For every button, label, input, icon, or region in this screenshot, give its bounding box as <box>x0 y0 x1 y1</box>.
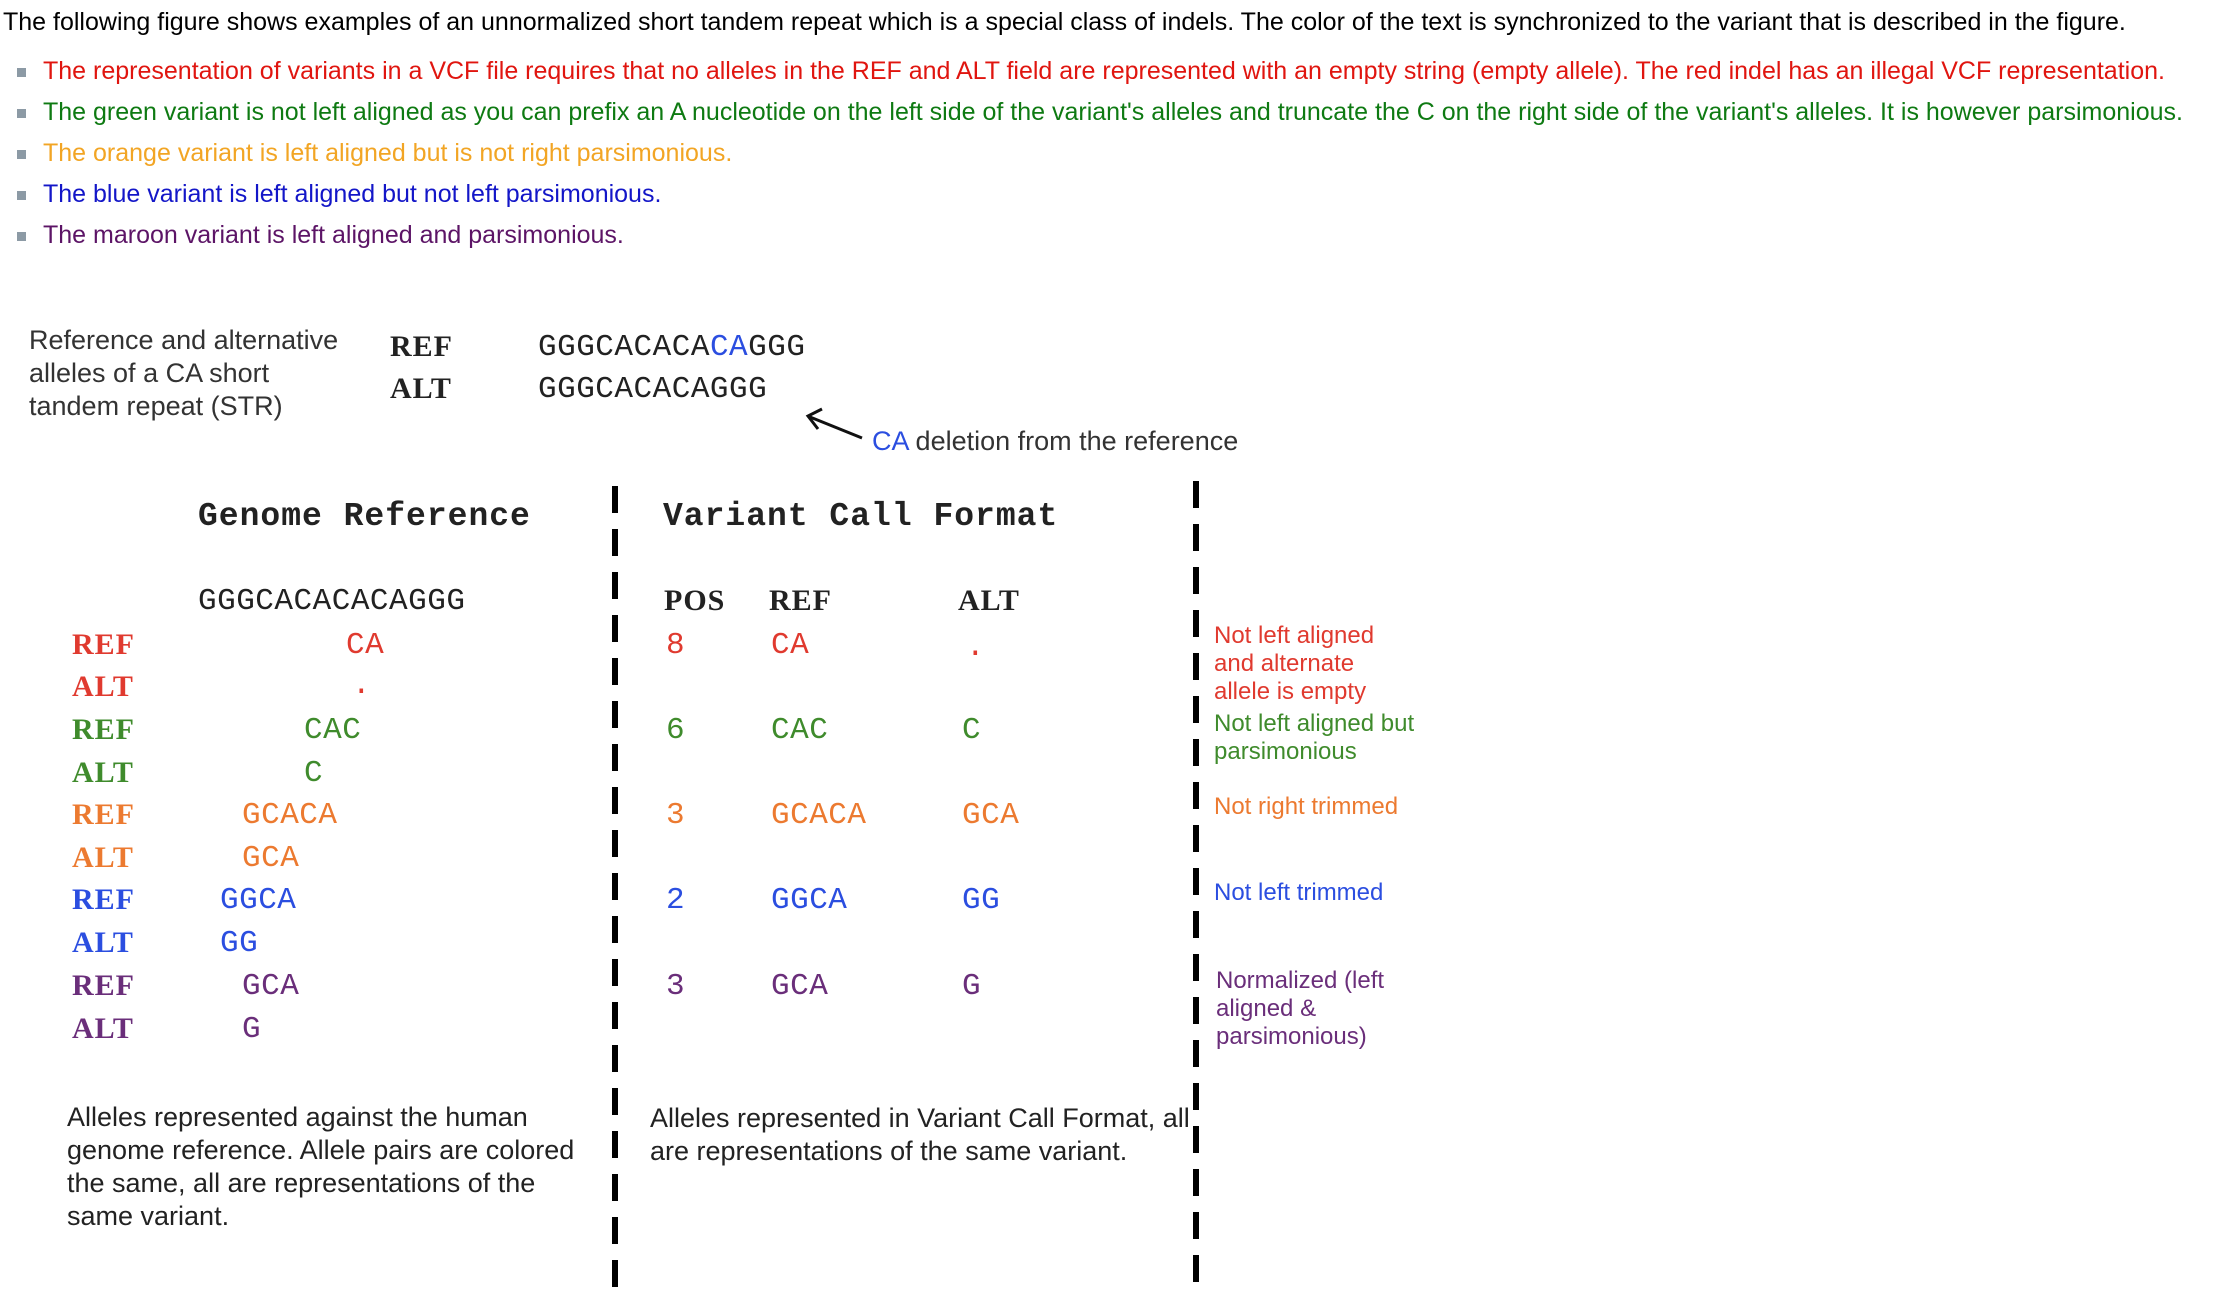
divider-dash <box>612 787 618 814</box>
bullet-item <box>17 56 2183 97</box>
deletion-text: deletion from the reference <box>915 426 1239 456</box>
divider-dash <box>1193 567 1199 594</box>
genome-row-allele: GG <box>220 926 259 961</box>
genome-reference-header: Genome Reference <box>198 498 531 535</box>
top-alt-key: ALT <box>390 372 452 405</box>
bullet-square-icon <box>17 232 26 241</box>
genome-row-key: ALT <box>72 1012 134 1045</box>
divider-dash <box>612 1131 618 1158</box>
vcf-ref: GGCA <box>771 883 848 918</box>
divider-dash <box>612 1260 618 1287</box>
divider-dash <box>1193 524 1199 551</box>
divider-dash <box>612 572 618 599</box>
divider-dash <box>1193 696 1199 723</box>
divider-dash <box>612 1217 618 1244</box>
deletion-annotation <box>872 426 1238 457</box>
bullet-item <box>17 179 2183 220</box>
genome-row-allele: GGCA <box>220 883 297 918</box>
genome-sequence: GGGCACACACAGGG <box>198 584 466 619</box>
deletion-highlight: CA <box>872 426 909 456</box>
vcf-pos: 3 <box>666 798 686 833</box>
divider-dash <box>612 529 618 556</box>
divider-dash <box>612 1088 618 1115</box>
divider-dash <box>612 615 618 642</box>
divider-dash <box>1193 1169 1199 1196</box>
vcf-pos: 8 <box>666 628 686 663</box>
bullet-square-icon <box>17 109 26 118</box>
bullet-square-icon <box>17 150 26 159</box>
genome-row-allele: C <box>304 756 324 791</box>
genome-row-allele: GCA <box>242 969 300 1004</box>
str-description-label: Reference and alternative alleles of a CA short tandem repeat (STR) <box>29 325 339 421</box>
divider-dash <box>612 658 618 685</box>
genome-row-allele: CA <box>346 628 385 663</box>
divider-dash <box>612 744 618 771</box>
vcf-ref: GCACA <box>771 798 867 833</box>
divider-dash <box>1193 954 1199 981</box>
vcf-ref: CA <box>771 628 810 663</box>
top-alt-sequence: GGGCACACAGGG <box>538 372 768 407</box>
bullet-square-icon <box>17 68 26 77</box>
bullet-text: The representation of variants in a VCF file requires that no alleles in the REF and ALT field are represented with an empty string (empty allele). The red indel has an illegal VCF representation. <box>43 57 2165 85</box>
bullet-text: The orange variant is left aligned but is not right parsimonious. <box>43 139 733 167</box>
vcf-note: Not right trimmed <box>1214 793 1399 820</box>
pointer-arrow-icon <box>800 405 870 445</box>
genome-row-key: REF <box>72 883 135 916</box>
ref-seq-highlight: CA <box>709 330 749 365</box>
bullet-item <box>17 138 2183 179</box>
divider-dash <box>1193 868 1199 895</box>
vcf-alt: C <box>962 713 982 748</box>
divider-dash <box>612 1002 618 1029</box>
divider-dash <box>612 959 618 986</box>
vcf-alt: GCA <box>962 798 1020 833</box>
vcf-alt: . <box>966 630 986 665</box>
divider-dash <box>612 873 618 900</box>
genome-row-key: REF <box>72 713 135 746</box>
intro-text: The following figure shows examples of an unnormalized short tandem repeat which is a special class of indels. The color of the text is synchronized to the variant that is described in the figure. <box>3 8 2126 36</box>
divider-dash <box>1193 481 1199 508</box>
genome-row-key: ALT <box>72 841 134 874</box>
divider-dash <box>612 830 618 857</box>
vcf-header: Variant Call Format <box>663 498 1059 535</box>
vcf-alt: GG <box>962 883 1001 918</box>
genome-row-key: REF <box>72 798 135 831</box>
genome-row-allele: G <box>242 1012 262 1047</box>
bullet-text: The green variant is not left aligned as you can prefix an A nucleotide on the left side of the variant's alleles and truncate the C on the right side of the variant's alleles. It is however parsimonious. <box>43 98 2183 126</box>
divider-dash <box>612 1045 618 1072</box>
genome-row-key: REF <box>72 628 135 661</box>
ref-seq-part-b: GGG <box>748 330 806 365</box>
vcf-pos: 2 <box>666 883 686 918</box>
divider-dash <box>612 486 618 513</box>
divider-dash <box>1193 1126 1199 1153</box>
genome-row-key: ALT <box>72 756 134 789</box>
bullet-text: The blue variant is left aligned but not left parsimonious. <box>43 180 662 208</box>
genome-row-allele: GCA <box>242 841 300 876</box>
bullet-text: The maroon variant is left aligned and parsimonious. <box>43 221 624 249</box>
divider-dash <box>1193 825 1199 852</box>
bullet-square-icon <box>17 191 26 200</box>
divider-dash <box>1193 782 1199 809</box>
divider-dash <box>1193 653 1199 680</box>
top-ref-key: REF <box>390 330 453 363</box>
genome-row-allele: GCACA <box>242 798 338 833</box>
vcf-note: Normalized (left aligned & parsimonious) <box>1216 967 1385 1050</box>
col-pos-header: POS <box>664 584 726 617</box>
vcf-caption: Alleles represented in Variant Call Format, all are representations of the same variant. <box>650 1103 1190 1166</box>
vcf-note: Not left trimmed <box>1214 879 1384 906</box>
ref-seq-part-a: GGGCACACA <box>538 330 710 365</box>
divider-dash <box>1193 610 1199 637</box>
genome-row-allele: CAC <box>304 713 362 748</box>
divider-dash <box>1193 1083 1199 1110</box>
divider-dash <box>1193 1040 1199 1067</box>
genome-row-allele: . <box>352 668 372 703</box>
bullet-list <box>17 56 2183 261</box>
divider-dash <box>1193 997 1199 1024</box>
genome-row-key: REF <box>72 969 135 1002</box>
divider-dash <box>1193 911 1199 938</box>
genome-caption: Alleles represented against the human genome reference. Allele pairs are colored the same, all are representations of the same variant. <box>67 1102 575 1231</box>
vcf-note: Not left aligned and alternate allele is empty <box>1214 622 1375 705</box>
col-ref-header: REF <box>769 584 832 617</box>
divider-dash <box>612 1174 618 1201</box>
divider-dash <box>612 701 618 728</box>
divider-dash <box>1193 1255 1199 1282</box>
vcf-pos: 3 <box>666 969 686 1004</box>
col-alt-header: ALT <box>958 584 1020 617</box>
top-ref-sequence <box>538 330 805 365</box>
vcf-ref: GCA <box>771 969 829 1004</box>
vcf-pos: 6 <box>666 713 686 748</box>
genome-row-key: ALT <box>72 670 134 703</box>
bullet-item <box>17 220 2183 261</box>
divider-dash <box>612 916 618 943</box>
genome-row-key: ALT <box>72 926 134 959</box>
divider-dash <box>1193 1212 1199 1239</box>
vcf-alt: G <box>962 969 982 1004</box>
vcf-ref: CAC <box>771 713 829 748</box>
bullet-item <box>17 97 2183 138</box>
divider-dash <box>1193 739 1199 766</box>
vcf-note: Not left aligned but parsimonious <box>1214 710 1415 765</box>
